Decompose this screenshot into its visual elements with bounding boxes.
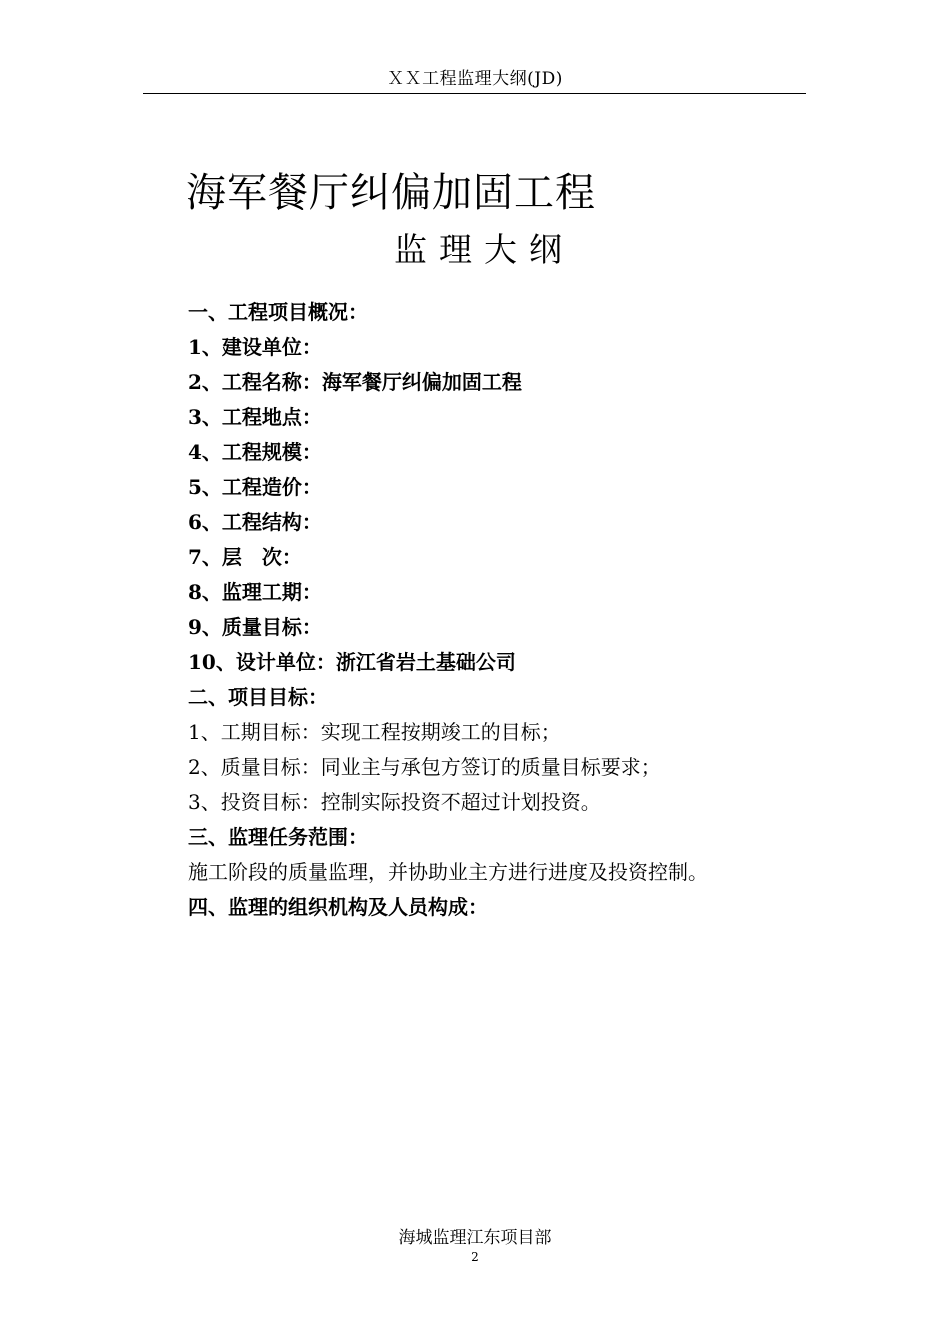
overview-item-quality-target: 9、质量目标： <box>188 615 322 639</box>
scope-text: 施工阶段的质量监理，并协助业主方进行进度及投资控制。 <box>188 860 708 884</box>
goal-item-schedule: 1、工期目标：实现工程按期竣工的目标； <box>188 720 561 744</box>
page-header: ＸＸ工程监理大纲(JD) <box>387 69 563 89</box>
goal-item-quality: 2、质量目标：同业主与承包方签订的质量目标要求； <box>188 755 661 779</box>
section-heading-goals: 二、项目目标： <box>188 685 328 709</box>
document-body <box>188 295 808 925</box>
overview-item-client: 1、建设单位： <box>188 335 322 359</box>
page-number: 2 <box>471 1250 479 1264</box>
overview-item-location: 3、工程地点： <box>188 405 322 429</box>
overview-item-design-unit: 10、设计单位：浙江省岩土基础公司 <box>188 650 516 674</box>
section-heading-scope: 三、监理任务范围： <box>188 825 368 849</box>
overview-item-structure: 6、工程结构： <box>188 510 322 534</box>
overview-item-floors: 7、层 次： <box>188 545 302 569</box>
overview-item-cost: 5、工程造价： <box>188 475 322 499</box>
header-divider <box>143 93 806 94</box>
goal-item-investment: 3、投资目标：控制实际投资不超过计划投资。 <box>188 790 601 814</box>
overview-item-scale: 4、工程规模： <box>188 440 322 464</box>
document-subtitle: 监理大纲 <box>394 230 574 269</box>
overview-item-supervision-period: 8、监理工期： <box>188 580 322 604</box>
section-heading-organization: 四、监理的组织机构及人员构成： <box>188 895 488 919</box>
page-footer: 海城监理江东项目部 <box>398 1228 552 1248</box>
document-title: 海军餐厅纠偏加固工程 <box>186 170 596 216</box>
section-heading-overview: 一、工程项目概况： <box>188 300 368 324</box>
overview-item-project-name: 2、工程名称：海军餐厅纠偏加固工程 <box>188 370 522 394</box>
